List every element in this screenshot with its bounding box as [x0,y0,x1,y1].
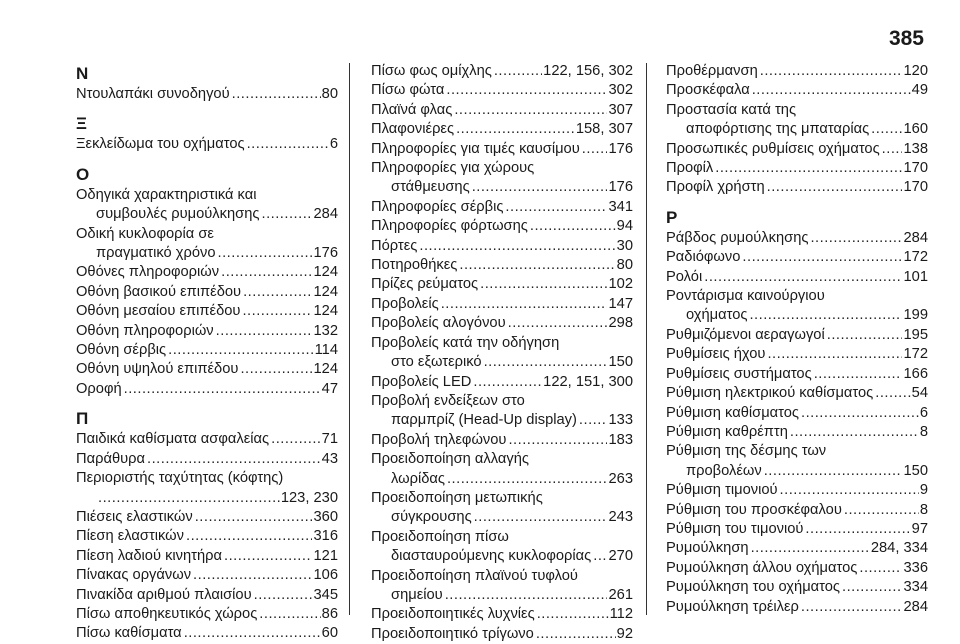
page-reference: 8 [919,501,928,518]
page-reference: 132 [313,322,338,339]
page-reference: 6 [919,404,928,421]
dot-leader [508,431,607,450]
entry-term: συμβουλές ρυμούλκησης [96,206,260,223]
dot-leader [454,101,607,120]
index-column-3 [666,62,928,617]
page-reference: 124 [313,264,338,281]
page-reference: 114 [314,342,338,359]
index-entry [666,404,928,423]
entry-term: Πρίζες ρεύματος [371,276,479,293]
dot-leader [456,120,575,139]
page-reference: 170 [903,160,928,177]
index-entry [371,295,633,314]
index-entry [371,450,633,489]
dot-leader [814,365,903,384]
index-entry [76,450,338,469]
dot-leader [221,263,312,282]
entry-term: Προειδοποιητικές λυχνίες [371,606,535,623]
dot-leader [147,450,321,469]
entry-term: Παράθυρα [76,450,145,467]
entry-term: Πλαϊνά φλας [371,101,453,118]
page-reference: 101 [903,268,928,285]
dot-leader [441,295,608,314]
entry-term: πραγματικό χρόνο [96,245,216,262]
page-reference: 122, 151, 300 [543,373,633,390]
entry-term: Ρυθμιζόμενοι αεραγωγοί [666,326,825,343]
entry-term: Πόρτες [371,237,418,254]
entry-term: αποφόρτισης της μπαταρίας [686,121,870,138]
index-entry [371,392,633,431]
entry-term: Οθόνη υψηλού επιπέδου [76,361,239,378]
dot-leader [247,135,329,154]
page-reference: 360 [313,508,338,525]
dot-leader [827,326,903,345]
entry-term: Ποτηροθήκες [371,257,458,274]
dot-leader [742,248,902,267]
dot-leader [882,140,903,159]
dot-leader [193,566,312,585]
index-entry [371,431,633,450]
entry-term: Προβολή ενδείξεων στο [371,392,525,409]
index-entry [666,501,928,520]
index-entry [76,586,338,605]
dot-leader [749,306,902,325]
entry-term: Προσκέφαλα [666,82,750,99]
dot-leader [790,423,919,442]
dot-leader [579,411,608,430]
dot-leader [508,314,608,333]
index-entry [371,489,633,528]
dot-leader [419,237,615,256]
index-entry [666,178,928,197]
dot-leader [505,198,607,217]
page-reference: 123, 230 [280,489,338,506]
index-entry [76,85,338,104]
page-reference: 284 [313,206,338,223]
index-entry [666,481,928,500]
section-letter: Ν [76,64,89,83]
page-reference: 80 [616,257,633,274]
page-reference: 150 [608,354,633,371]
dot-leader [582,140,608,159]
index-column-2 [371,62,633,644]
page-reference: 97 [911,520,928,537]
entry-term: Πληροφορίες σέρβις [371,198,504,215]
dot-leader [224,547,312,566]
entry-term: Προστασία κατά της [666,101,797,118]
dot-leader [842,578,903,597]
dot-leader [805,520,910,539]
dot-leader [254,586,313,605]
index-entry [371,373,633,392]
dot-leader [98,489,280,508]
entry-term: Ξεκλείδωμα του οχήματος [76,136,245,153]
index-entry [666,345,928,364]
index-entry [666,520,928,539]
entry-term: Πίεση λαδιού κινητήρα [76,547,222,564]
dot-leader [218,244,313,263]
section-letter: Π [76,409,89,429]
index-entry [76,263,338,282]
page-reference: 49 [911,82,928,99]
entry-term: Προβολείς LED [371,373,472,390]
entry-term: Οδηγικά χαρακτηριστικά και [76,186,257,203]
dot-leader [530,217,616,236]
dot-leader [767,178,903,197]
page-reference: 176 [608,179,633,196]
entry-term: Πίεση ελαστικών [76,528,184,545]
index-entry [76,322,338,341]
entry-term: Ρυμούλκηση άλλου οχήματος [666,559,858,576]
page-reference: 284 [903,229,928,246]
page-reference: 30 [616,237,633,254]
index-entry [76,360,338,379]
entry-term: Προθέρμανση [666,63,758,79]
page-reference: 158, 307 [575,121,633,138]
index-entry [666,159,928,178]
index-entry [76,225,338,264]
index-entry [76,624,338,643]
dot-leader [446,81,607,100]
page-reference: 8 [919,423,928,440]
index-entry [76,508,338,527]
entry-term: Πίσω καθίσματα [76,625,182,642]
page-reference: 106 [313,567,338,584]
page-reference: 94 [616,218,633,235]
entry-term: Προειδοποίηση πίσω [371,528,509,545]
dot-leader [760,62,903,81]
dot-leader [459,256,615,275]
entry-term: Πίνακας οργάνων [76,567,192,584]
dot-leader [195,508,313,527]
page-reference: 199 [903,307,928,324]
column-divider [646,63,647,615]
entry-term: Προσωπικές ρυθμίσεις οχήματος [666,140,880,157]
dot-leader [780,481,919,500]
index-entry [371,256,633,275]
entry-term: Οθόνη μεσαίου επιπέδου [76,303,241,320]
index-entry [371,217,633,236]
page-reference: 122, 156, 302 [543,63,633,79]
dot-leader [704,268,902,287]
dot-leader [124,380,321,399]
page-reference: 176 [608,140,633,157]
index-column-1 [76,62,338,644]
entry-term: Ροντάρισμα καινούργιου [666,288,825,305]
entry-term: Οροφή [76,380,122,397]
page-reference: 263 [608,470,633,487]
entry-term: Πληροφορίες για τιμές καυσίμου [371,140,580,157]
page-reference: 243 [608,509,633,526]
dot-leader [715,159,902,178]
page-reference: 92 [616,625,633,642]
dot-leader [232,85,321,104]
entry-term: Ρύθμιση ηλεκτρικού καθίσματος [666,385,874,402]
index-entry [666,140,928,159]
page-reference: 102 [608,276,633,293]
entry-term: Προειδοποίηση μετωπικής [371,489,543,506]
entry-term: Προειδοποίηση αλλαγής [371,451,529,468]
page-reference: 86 [321,605,338,622]
entry-term: Προφίλ χρήστη [666,179,765,196]
page-reference: 124 [313,283,338,300]
entry-term: Ρύθμιση της δέσμης των [666,443,827,460]
index-entry [371,159,633,198]
index-entry [666,559,928,578]
page-reference: 341 [608,198,633,215]
dot-leader [259,605,320,624]
entry-term: Πιέσεις ελαστικών [76,508,193,525]
entry-term: Περιοριστής ταχύτητας (κόφτης) [76,470,284,487]
dot-leader [494,62,542,81]
index-entry [371,567,633,606]
page-reference: 80 [321,86,338,102]
index-entry [371,140,633,159]
index-entry [76,380,338,399]
dot-leader [536,625,616,644]
index-entry [666,326,928,345]
entry-term: Ρυμούλκηση τρέιλερ [666,598,799,615]
entry-term: Ρολόι [666,268,703,285]
dot-leader [752,81,911,100]
index-entry [371,334,633,373]
entry-term: σύγκρουσης [391,509,472,526]
page-reference: 43 [321,450,338,467]
entry-term: στο εξωτερικό [391,354,482,371]
page-reference: 284, 334 [870,540,928,557]
index-entry [666,539,928,558]
index-entry [666,62,928,81]
page-reference: 71 [321,431,338,448]
entry-term: Ρύθμιση του τιμονιού [666,520,804,537]
entry-term: Ραδιόφωνο [666,249,741,266]
dot-leader [844,501,919,520]
dot-leader [537,605,609,624]
dot-leader [484,353,608,372]
index-entry [666,81,928,100]
page-reference: 120 [903,63,928,79]
index-entry [371,528,633,567]
entry-term: Προβολείς κατά την οδήγηση [371,334,560,351]
entry-term: Πληροφορίες για χώρους [371,160,535,177]
entry-term: Πίσω αποθηκευτικός χώρος [76,605,258,622]
index-entry [76,527,338,546]
dot-leader [480,275,607,294]
dot-leader [445,586,608,605]
index-entry [666,248,928,267]
index-entry [76,566,338,585]
dot-leader [859,559,902,578]
index-entry [371,314,633,333]
page-reference: 334 [903,579,928,596]
page-reference: 172 [903,346,928,363]
entry-term: λωρίδας [391,470,445,487]
dot-leader [243,283,312,302]
page-reference: 307 [608,101,633,118]
dot-leader [271,430,321,449]
dot-leader [261,205,312,224]
page-reference: 124 [313,303,338,320]
dot-leader [240,360,312,379]
dot-leader [810,229,902,248]
entry-term: Πίσω φώτα [371,82,445,99]
index-entry [371,81,633,100]
entry-term: Οθόνες πληροφοριών [76,264,220,281]
page-reference: 150 [903,462,928,479]
index-entry [666,442,928,481]
page-reference: 336 [903,559,928,576]
section-letter: Ρ [666,207,678,227]
entry-term: Οδική κυκλοφορία σε [76,225,214,242]
index-entry [371,198,633,217]
page-reference: 170 [903,179,928,196]
page-number: 385 [888,27,924,50]
dot-leader [242,302,312,321]
entry-term: Ρύθμιση τιμονιού [666,482,778,499]
entry-term: οχήματος [686,307,748,324]
entry-term: Προφίλ [666,160,714,177]
page-reference: 147 [608,295,633,312]
index-entry [371,625,633,644]
entry-term: παρμπρίζ (Head-Up display) [391,412,577,429]
index-entry [371,101,633,120]
page-reference: 270 [608,548,633,565]
page-reference: 60 [321,625,338,642]
index-entry [371,275,633,294]
entry-term: σημείου [391,586,443,603]
dot-leader [767,345,902,364]
dot-leader [474,508,608,527]
index-entry [76,283,338,302]
entry-term: Ρυμούλκηση [666,540,749,557]
page-reference: 166 [903,365,928,382]
index-entry [666,384,928,403]
index-entry [371,237,633,256]
entry-term: Ρυμούλκηση του οχήματος [666,579,840,596]
index-entry [666,578,928,597]
index-entry [666,423,928,442]
entry-term: Οθόνη πληροφοριών [76,322,214,339]
index-entry [76,302,338,321]
entry-term: Ρύθμιση καθρέπτη [666,423,788,440]
entry-term: Πλαφονιέρες [371,121,455,138]
section-letter: Ο [76,164,90,184]
dot-leader [472,178,608,197]
dot-leader [801,598,903,617]
entry-term: στάθμευσης [391,179,470,196]
dot-leader [473,373,542,392]
dot-leader [801,404,919,423]
index-entry [666,287,928,326]
page-reference: 176 [313,245,338,262]
page-reference: 112 [609,606,633,623]
page-reference: 47 [321,380,338,397]
index-entry [76,469,338,508]
index-entry [76,430,338,449]
entry-term: Οθόνη βασικού επιπέδου [76,283,242,300]
page-reference: 124 [313,361,338,378]
entry-term: Προειδοποίηση πλαϊνού τυφλού [371,567,578,584]
dot-leader [184,624,321,643]
entry-term: προβολέων [686,462,762,479]
entry-term: Ράβδος ρυμούλκησης [666,229,809,246]
page-reference: 133 [608,412,633,429]
page-reference: 172 [903,249,928,266]
dot-leader [751,539,870,558]
index-entry [371,62,633,81]
dot-leader [871,120,902,139]
page-reference: 183 [608,431,633,448]
dot-leader [875,384,910,403]
index-entry [76,547,338,566]
section-letter: Ξ [76,114,87,134]
page-reference: 316 [313,528,338,545]
entry-term: Ρυθμίσεις συστήματος [666,365,812,382]
index-entry [371,120,633,139]
entry-term: Ρύθμιση του προσκέφαλου [666,501,842,518]
page-reference: 195 [903,326,928,343]
column-divider [349,63,350,615]
dot-leader [447,470,608,489]
entry-term: Πληροφορίες φόρτωσης [371,218,528,235]
page-reference: 160 [903,121,928,138]
entry-term: Ρύθμιση καθίσματος [666,404,799,421]
entry-term: Ρυθμίσεις ήχου [666,346,766,363]
page-reference: 54 [911,385,928,402]
page-reference: 298 [608,315,633,332]
entry-term: Πίσω φως ομίχλης [371,63,492,79]
index-entry [76,186,338,225]
entry-term: Πινακίδα αριθμού πλαισίου [76,586,252,603]
index-entry [666,598,928,617]
dot-leader [168,341,313,360]
index-entry [666,268,928,287]
index-entry [666,101,928,140]
dot-leader [593,547,607,566]
page-reference: 302 [608,82,633,99]
page-reference: 345 [313,586,338,603]
index-entry [76,135,338,154]
page-reference: 284 [903,598,928,615]
dot-leader [216,322,313,341]
index-entry [76,341,338,360]
entry-term: Οθόνη σέρβις [76,342,167,359]
entry-term: Προειδοποιητικό τρίγωνο [371,625,534,642]
index-entry [76,605,338,624]
entry-term: Προβολείς [371,295,439,312]
dot-leader [764,462,903,481]
entry-term: διασταυρούμενης κυκλοφορίας [391,548,592,565]
index-entry [666,229,928,248]
page-reference: 121 [313,547,338,564]
entry-term: Παιδικά καθίσματα ασφαλείας [76,431,270,448]
index-entry [371,605,633,624]
page-reference: 261 [608,586,633,603]
index-entry [666,365,928,384]
entry-term: Προβολείς αλογόνου [371,315,506,332]
page-reference: 138 [903,140,928,157]
page-reference: 9 [919,482,928,499]
entry-term: Ντουλαπάκι συνοδηγού [76,86,230,102]
page-reference: 6 [329,136,338,153]
entry-term: Προβολή τηλεφώνου [371,431,507,448]
dot-leader [186,527,312,546]
